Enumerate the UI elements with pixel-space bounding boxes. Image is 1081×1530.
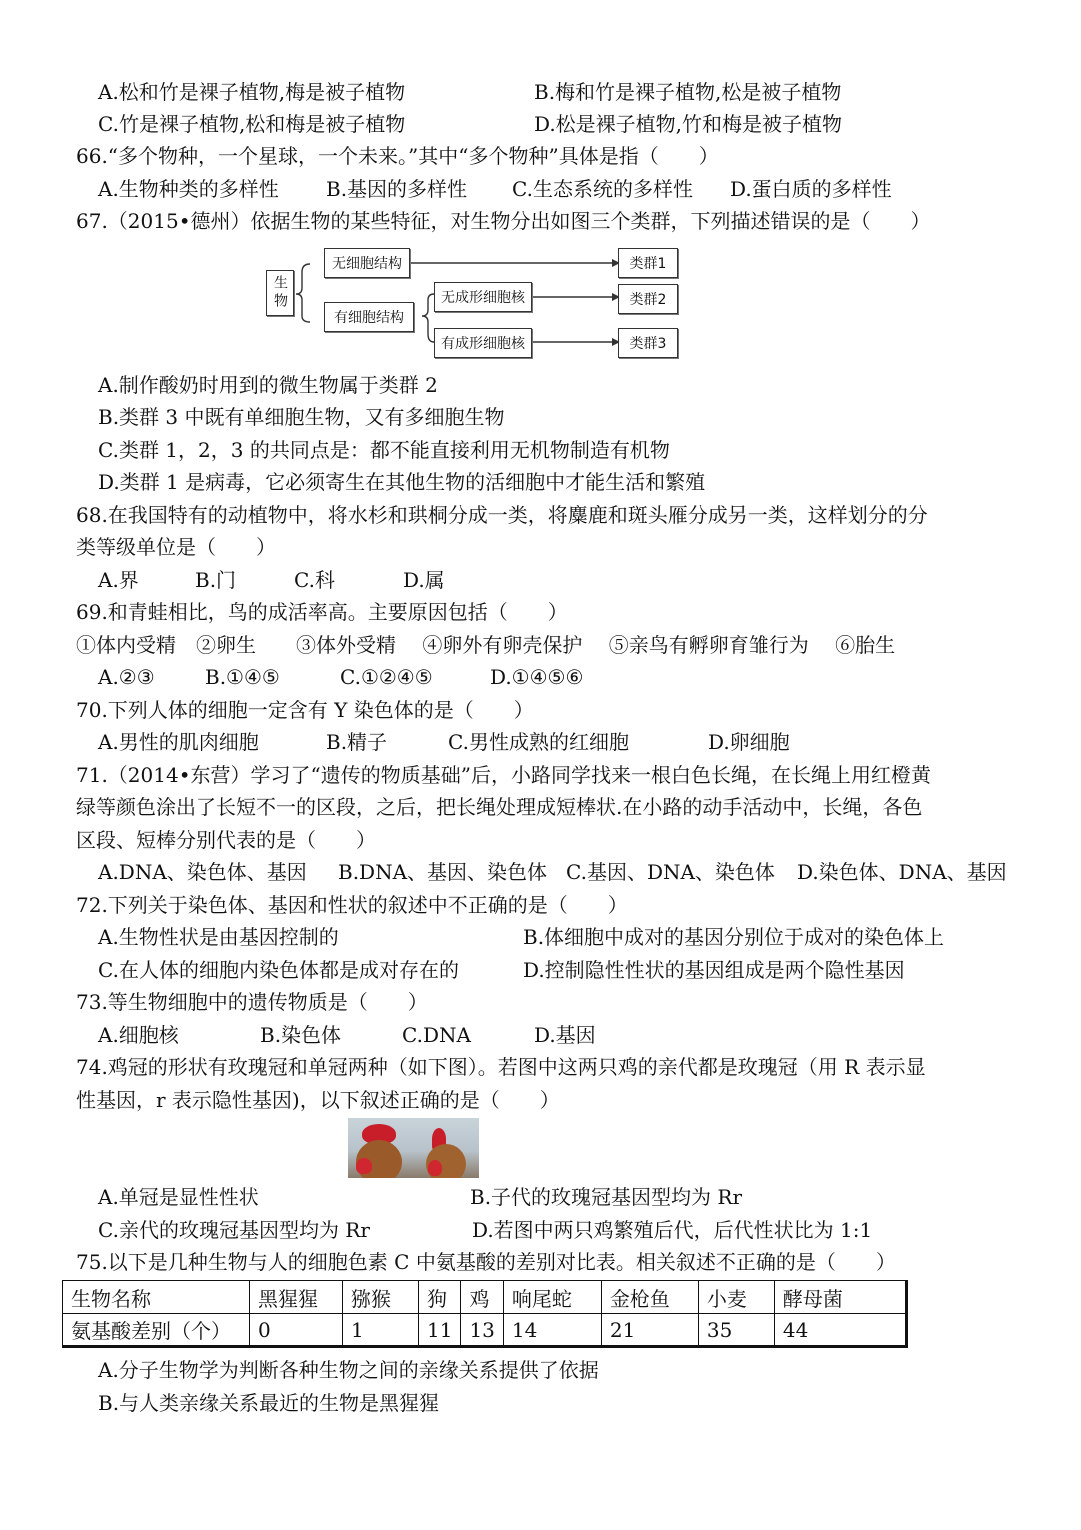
group-3-box: 类群3 — [618, 328, 678, 358]
question-71-line-1: 71.（2014•东营）学习了“遗传的物质基础”后，小路同学找来一根白色长绳，在长绳上用红橙黄 — [76, 763, 931, 787]
q68-option-c: C.科 — [294, 568, 335, 592]
q67-option-b: B.类群 3 中既有单细胞生物，又有多细胞生物 — [98, 405, 505, 429]
table-cell: 鸡 — [461, 1281, 503, 1314]
q73-option-b: B.染色体 — [260, 1023, 342, 1047]
question-74-line-1: 74.鸡冠的形状有玫瑰冠和单冠两种（如下图）。若图中这两只鸡的亲代都是玫瑰冠（用 R 表示显 — [76, 1055, 926, 1079]
q70-option-c: C.男性成熟的红细胞 — [448, 730, 629, 754]
q71-option-a: A.DNA、染色体、基因 — [98, 860, 307, 884]
q65-option-b: B.梅和竹是裸子植物,松是被子植物 — [534, 80, 842, 104]
q65-option-c: C.竹是裸子植物,松和梅是被子植物 — [98, 112, 406, 136]
question-71-line-2: 绿等颜色涂出了长短不一的区段，之后，把长绳处理成短棒状.在小路的动手活动中，长绳，各色 — [76, 795, 923, 819]
q69-statement-list: ①体内受精 ②卵生 ③体外受精 ④卵外有卵壳保护 ⑤亲鸟有孵卵育雏行为 ⑥胎生 — [76, 633, 896, 657]
question-68-line-2: 类等级单位是（ ） — [76, 535, 276, 559]
amino-acid-difference-table — [62, 1280, 908, 1348]
q69-option-b: B.①④⑤ — [205, 665, 280, 689]
q66-option-a: A.生物种类的多样性 — [98, 177, 279, 201]
q65-option-a: A.松和竹是裸子植物,梅是被子植物 — [98, 80, 406, 104]
table-cell: 氨基酸差别（个） — [63, 1314, 250, 1347]
table-row — [63, 1314, 907, 1347]
q68-option-d: D.属 — [403, 568, 445, 592]
q74-option-c: C.亲代的玫瑰冠基因型均为 Rr — [98, 1218, 370, 1242]
q73-option-d: D.基因 — [534, 1023, 596, 1047]
no-cell-structure-box: 无细胞结构 — [324, 248, 410, 278]
wattle-left — [356, 1158, 372, 1174]
question-72: 72.下列关于染色体、基因和性状的叙述中不正确的是（ ） — [76, 893, 628, 917]
q71-option-d: D.染色体、DNA、基因 — [797, 860, 1007, 884]
question-66: 66.“多个物种，一个星球，一个未来。”其中“多个物种”具体是指（ ） — [76, 144, 719, 168]
table-cell: 酵母菌 — [774, 1281, 906, 1314]
rooster-photo — [348, 1118, 479, 1178]
table-cell: 金枪鱼 — [601, 1281, 698, 1314]
q69-option-a: A.②③ — [98, 665, 155, 689]
q67-option-a: A.制作酸奶时用到的微生物属于类群 2 — [98, 373, 438, 397]
q70-option-b: B.精子 — [326, 730, 388, 754]
q71-option-b: B.DNA、基因、染色体 — [338, 860, 548, 884]
cell-structure-box: 有细胞结构 — [324, 302, 414, 332]
group-1-box: 类群1 — [618, 248, 678, 278]
q70-option-d: D.卵细胞 — [708, 730, 790, 754]
question-74-line-2: 性基因，r 表示隐性基因)，以下叙述正确的是（ ） — [76, 1088, 560, 1112]
question-69: 69.和青蛙相比，鸟的成活率高。主要原因包括（ ） — [76, 600, 568, 624]
q72-option-a: A.生物性状是由基因控制的 — [98, 925, 339, 949]
table-cell: 响尾蛇 — [503, 1281, 601, 1314]
q72-option-d: D.控制隐性性状的基因组成是两个隐性基因 — [523, 958, 905, 982]
group-2-box: 类群2 — [618, 284, 678, 314]
table-cell: 14 — [503, 1314, 601, 1347]
q75-option-a: A.分子生物学为判断各种生物之间的亲缘关系提供了依据 — [98, 1358, 599, 1382]
q69-option-d: D.①④⑤⑥ — [490, 665, 584, 689]
table-cell: 44 — [774, 1314, 906, 1347]
q75-option-b: B.与人类亲缘关系最近的生物是黑猩猩 — [98, 1391, 440, 1415]
nucleus-box: 有成形细胞核 — [434, 328, 532, 358]
table-cell: 狗 — [419, 1281, 461, 1314]
q66-option-c: C.生态系统的多样性 — [512, 177, 693, 201]
q74-option-d: D.若图中两只鸡繁殖后代，后代性状比为 1:1 — [472, 1218, 873, 1242]
table-cell: 猕猴 — [343, 1281, 419, 1314]
q66-option-b: B.基因的多样性 — [326, 177, 468, 201]
question-71-line-3: 区段、短棒分别代表的是（ ） — [76, 828, 376, 852]
wattle-right — [428, 1160, 442, 1176]
q65-option-d: D.松是裸子植物,竹和梅是被子植物 — [534, 112, 843, 136]
table-header-row — [63, 1281, 907, 1314]
table-cell: 小麦 — [698, 1281, 774, 1314]
q67-option-c: C.类群 1，2，3 的共同点是：都不能直接利用无机物制造有机物 — [98, 438, 670, 462]
table-cell: 21 — [601, 1314, 698, 1347]
classification-diagram — [262, 242, 692, 370]
q66-option-d: D.蛋白质的多样性 — [730, 177, 892, 201]
q67-option-d: D.类群 1 是病毒，它必须寄生在其他生物的活细胞中才能生活和繁殖 — [98, 470, 706, 494]
table-cell: 35 — [698, 1314, 774, 1347]
q73-option-a: A.细胞核 — [98, 1023, 179, 1047]
table-cell: 11 — [419, 1314, 461, 1347]
question-68-line-1: 68.在我国特有的动植物中，将水杉和珙桐分成一类，将麋鹿和斑头雁分成另一类，这样划分的分 — [76, 503, 928, 527]
root-box: 生物 — [266, 270, 294, 316]
q74-option-b: B.子代的玫瑰冠基因型均为 Rr — [470, 1185, 743, 1209]
q73-option-c: C.DNA — [402, 1023, 471, 1047]
q72-option-b: B.体细胞中成对的基因分别位于成对的染色体上 — [523, 925, 945, 949]
question-73: 73.等生物细胞中的遗传物质是（ ） — [76, 990, 428, 1014]
question-75: 75.以下是几种生物与人的细胞色素 C 中氨基酸的差别对比表。相关叙述不正确的是（ ） — [76, 1250, 896, 1274]
q72-option-c: C.在人体的细胞内染色体都是成对存在的 — [98, 958, 459, 982]
question-67: 67.（2015•德州）依据生物的某些特征，对生物分出如图三个类群，下列描述错误的是（ ） — [76, 209, 931, 233]
table-cell: 0 — [250, 1314, 343, 1347]
no-nucleus-box: 无成形细胞核 — [434, 282, 532, 312]
q74-option-a: A.单冠是显性性状 — [98, 1185, 259, 1209]
q68-option-b: B.门 — [195, 568, 237, 592]
table-cell: 13 — [461, 1314, 503, 1347]
q71-option-c: C.基因、DNA、染色体 — [566, 860, 775, 884]
table-cell: 生物名称 — [63, 1281, 250, 1314]
q70-option-a: A.男性的肌肉细胞 — [98, 730, 259, 754]
table-cell: 黑猩猩 — [250, 1281, 343, 1314]
table-cell: 1 — [343, 1314, 419, 1347]
question-70: 70.下列人体的细胞一定含有 Y 染色体的是（ ） — [76, 698, 534, 722]
q68-option-a: A.界 — [98, 568, 139, 592]
q69-option-c: C.①②④⑤ — [340, 665, 433, 689]
